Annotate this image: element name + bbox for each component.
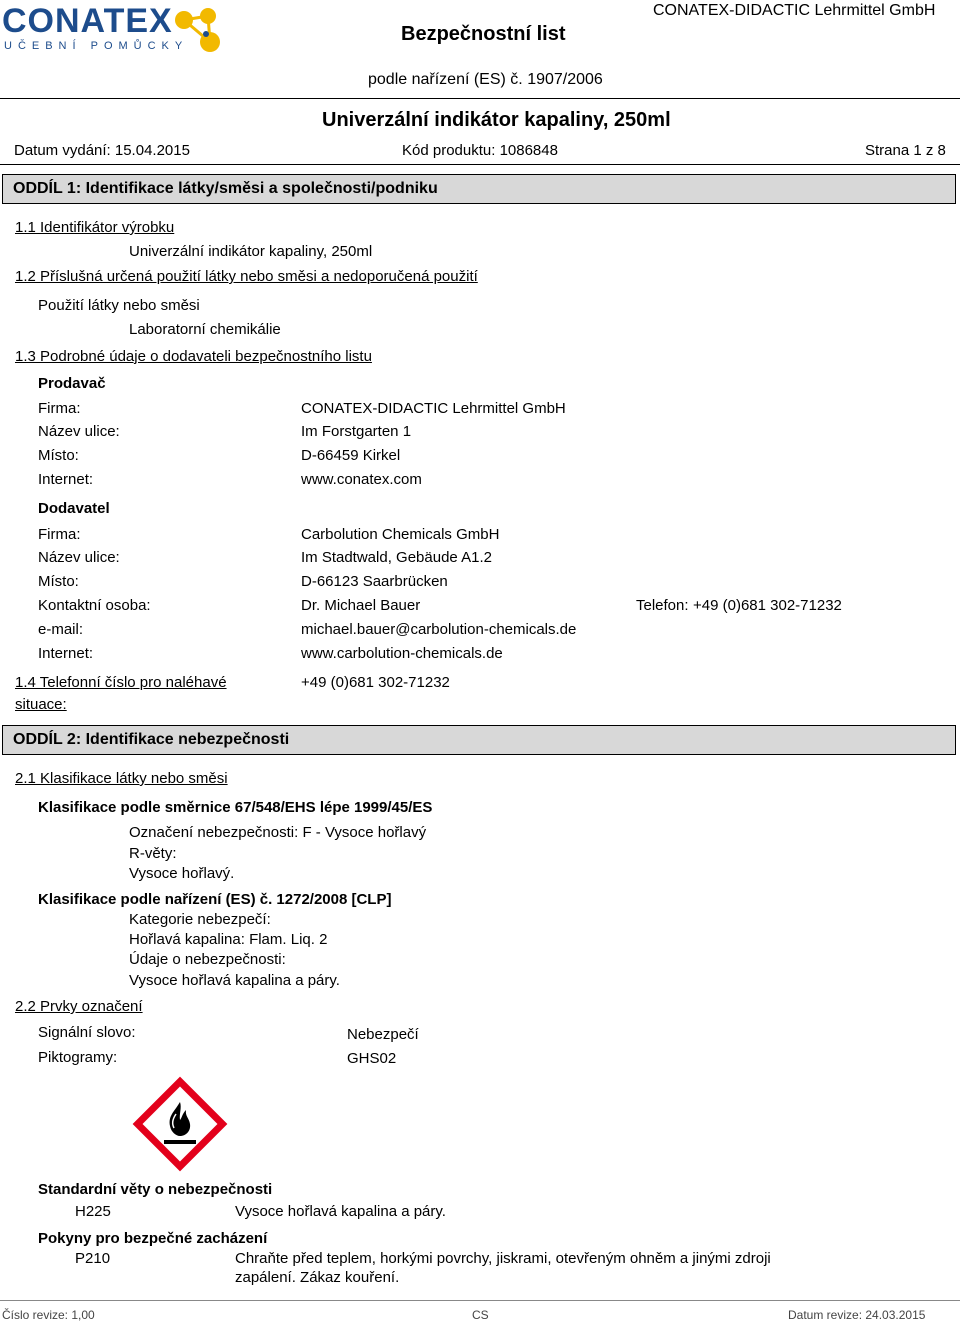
supplier-firm-label: Firma:	[38, 526, 81, 543]
seller-heading: Prodavač	[38, 375, 106, 392]
supplier-phone: +49 (0)681 302-71232	[693, 597, 842, 614]
seller-firm-label: Firma:	[38, 400, 81, 417]
directive-line: Vysoce hořlavý.	[129, 865, 235, 882]
supplier-internet-link[interactable]: www.carbolution-chemicals.de	[301, 645, 503, 662]
pictogram-code: GHS02	[347, 1050, 397, 1067]
clp-line: Údaje o nebezpečnosti:	[129, 951, 286, 968]
page-number: Strana 1 z 8	[865, 142, 946, 159]
section-1-bar: ODDÍL 1: Identifikace látky/směsi a společnosti/podniku	[2, 174, 956, 204]
header-rule-top	[0, 98, 960, 99]
seller-place-label: Místo:	[38, 447, 79, 464]
s22-heading: 2.2 Prvky označení	[15, 998, 143, 1015]
s14-value: +49 (0)681 302-71232	[301, 674, 450, 691]
use-label: Použití látky nebo směsi	[38, 297, 200, 314]
logo-subtitle: UČEBNÍ POMŮCKY	[4, 40, 189, 52]
s12-heading: 1.2 Příslušná určená použití látky nebo směsi a nedoporučená použití	[15, 268, 478, 285]
directive-line: R-věty:	[129, 845, 177, 862]
hazard-text: Vysoce hořlavá kapalina a páry.	[235, 1203, 446, 1220]
supplier-place-label: Místo:	[38, 573, 79, 590]
language-code: CS	[472, 1308, 489, 1322]
supplier-email-label: e-mail:	[38, 621, 84, 638]
footer-rule	[0, 1300, 960, 1301]
molecule-icon	[170, 4, 228, 56]
ghs02-flame-icon	[128, 1072, 232, 1176]
s14-heading-line2: situace:	[15, 696, 67, 713]
seller-street-label: Název ulice:	[38, 423, 120, 440]
supplier-phone-label: Telefon:	[636, 597, 689, 614]
seller-internet-label: Internet:	[38, 471, 94, 488]
product-title: Univerzální indikátor kapaliny, 250ml	[322, 109, 671, 131]
supplier-internet-label: Internet:	[38, 645, 94, 662]
pictogram-label: Piktogramy:	[38, 1049, 118, 1066]
supplier-email-link[interactable]: michael.bauer@carbolution-chemicals.de	[301, 621, 577, 638]
document-title: Bezpečnostní list	[401, 23, 566, 45]
regulation-reference: podle nařízení (ES) č. 1907/2006	[368, 71, 603, 88]
seller-firm: CONATEX-DIDACTIC Lehrmittel GmbH	[301, 400, 566, 417]
seller-street: Im Forstgarten 1	[301, 423, 412, 440]
s13-heading: 1.3 Podrobné údaje o dodavateli bezpečnostního listu	[15, 348, 372, 365]
signal-word-label: Signální slovo:	[38, 1024, 136, 1041]
precaution-code: P210	[75, 1250, 111, 1267]
seller-place: D-66459 Kirkel	[301, 447, 401, 464]
directive-heading: Klasifikace podle směrnice 67/548/EHS lépe 1999/45/ES	[38, 799, 433, 816]
section-2-bar: ODDÍL 2: Identifikace nebezpečnosti	[2, 725, 956, 755]
use-value: Laboratorní chemikálie	[129, 321, 281, 338]
revision-date: Datum revize: 24.03.2015	[788, 1308, 926, 1322]
revision-number: Číslo revize: 1,00	[2, 1308, 95, 1322]
signal-word-value: Nebezpečí	[347, 1026, 419, 1043]
supplier-firm: Carbolution Chemicals GmbH	[301, 526, 500, 543]
precaution-text-line2: zapálení. Zákaz kouření.	[235, 1269, 400, 1286]
seller-internet-link[interactable]: www.conatex.com	[301, 471, 422, 488]
header-rule-bottom	[0, 164, 960, 165]
s21-heading: 2.1 Klasifikace látky nebo směsi	[15, 770, 228, 787]
header-company: CONATEX-DIDACTIC Lehrmittel GmbH	[653, 2, 936, 19]
supplier-place: D-66123 Saarbrücken	[301, 573, 448, 590]
precaution-heading: Pokyny pro bezpečné zacházení	[38, 1230, 268, 1247]
s11-heading: 1.1 Identifikátor výrobku	[15, 219, 175, 236]
directive-line: Označení nebezpečnosti: F - Vysoce hořlavý	[129, 824, 427, 841]
supplier-street: Im Stadtwald, Gebäude A1.2	[301, 549, 492, 566]
product-code: Kód produktu: 1086848	[402, 142, 558, 159]
clp-line: Hořlavá kapalina: Flam. Liq. 2	[129, 931, 328, 948]
logo	[2, 2, 227, 58]
supplier-contact: Dr. Michael Bauer	[301, 597, 421, 614]
supplier-heading: Dodavatel	[38, 500, 110, 517]
issue-date: Datum vydání: 15.04.2015	[14, 142, 190, 159]
clp-heading: Klasifikace podle nařízení (ES) č. 1272/2008 [CLP]	[38, 891, 392, 908]
precaution-text-line1: Chraňte před teplem, horkými povrchy, jiskrami, otevřeným ohněm a jinými zdroji	[235, 1250, 771, 1267]
clp-line: Kategorie nebezpečí:	[129, 911, 271, 928]
logo-wordmark: CONATEX	[2, 2, 173, 40]
hazard-code: H225	[75, 1203, 111, 1220]
s14-heading-line1: 1.4 Telefonní číslo pro naléhavé	[15, 674, 227, 691]
supplier-contact-label: Kontaktní osoba:	[38, 597, 151, 614]
clp-line: Vysoce hořlavá kapalina a páry.	[129, 972, 340, 989]
supplier-street-label: Název ulice:	[38, 549, 120, 566]
hazard-heading: Standardní věty o nebezpečnosti	[38, 1181, 273, 1198]
s11-value: Univerzální indikátor kapaliny, 250ml	[129, 243, 373, 260]
